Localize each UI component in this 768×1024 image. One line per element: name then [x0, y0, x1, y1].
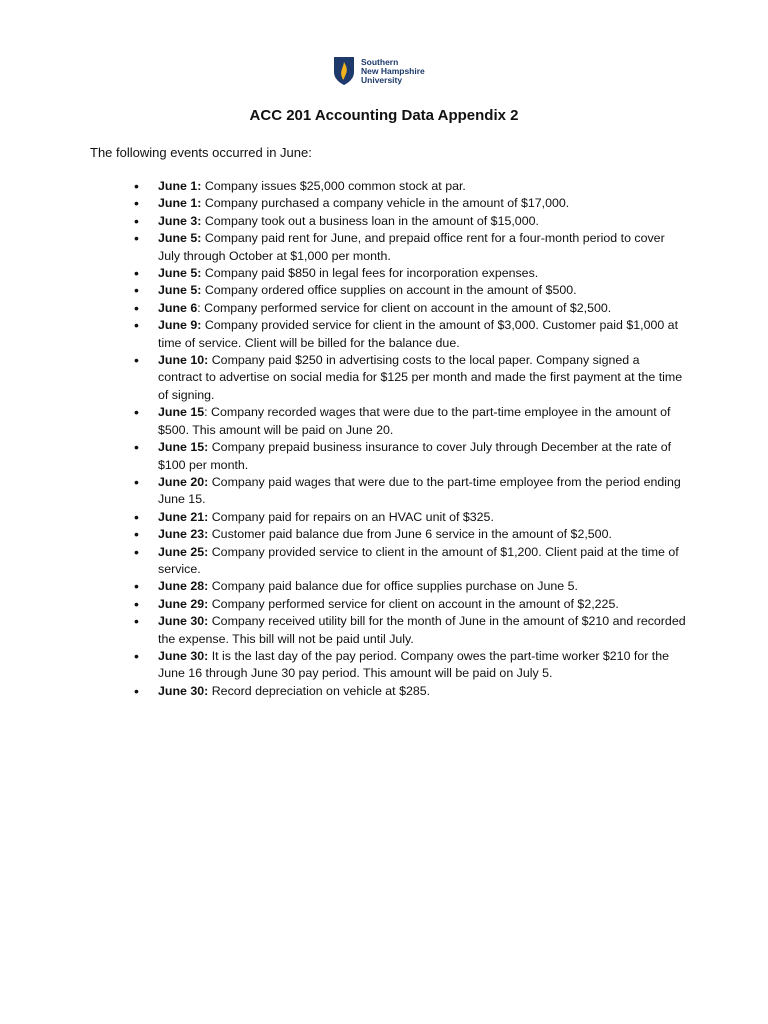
list-item: [134, 265, 686, 282]
logo-wordmark: [361, 58, 425, 85]
event-date: June 9:: [158, 318, 202, 333]
bullet: •: [134, 578, 139, 595]
list-item: [134, 595, 686, 613]
list-item: [134, 508, 686, 526]
event-date: June 5:: [158, 231, 202, 246]
event-text: Record depreciation on vehicle at $285.: [208, 683, 431, 698]
list-item: [134, 578, 686, 595]
bullet: •: [134, 595, 139, 612]
bullet: •: [134, 352, 139, 369]
bullet: •: [134, 508, 139, 525]
bullet: •: [134, 439, 139, 456]
bullet: •: [134, 647, 139, 664]
list-item: [134, 352, 686, 404]
list-item: [134, 230, 686, 265]
event-date: June 20:: [158, 474, 209, 489]
bullet: •: [134, 613, 139, 630]
list-item: [134, 682, 686, 700]
event-date: June 10:: [158, 353, 209, 368]
event-date: June 28:: [158, 579, 209, 594]
event-text: : Company recorded wages that were due to the part-time employee in the amount of $500. This amount will be paid on June 20.: [158, 405, 671, 437]
bullet: •: [134, 178, 139, 194]
list-item: [134, 543, 686, 579]
list-item: [134, 526, 686, 543]
list-item: [134, 299, 686, 317]
event-text: Company performed service for client on account in the amount of $2,225.: [208, 596, 619, 611]
list-item: [134, 404, 686, 439]
event-date: June 5:: [158, 266, 202, 281]
event-text: Company paid wages that were due to the part-time employee from the period ending June 15.: [158, 474, 681, 507]
event-date: June 25:: [158, 544, 209, 559]
event-text: Company issues $25,000 common stock at par.: [201, 179, 466, 193]
event-text: It is the last day of the pay period. Company owes the part-time worker $210 for the June 16 through June 30 pay period. This amount will be paid on July 5.: [158, 648, 670, 681]
list-item: [134, 178, 686, 195]
bullet: •: [134, 317, 139, 334]
event-date: June 1:: [158, 179, 202, 193]
bullet: •: [134, 526, 139, 543]
event-date: June 23:: [158, 527, 209, 542]
event-text: Company paid rent for June, and prepaid office rent for a four-month period to cover July through October at $1,000 per month.: [158, 231, 665, 263]
bullet: •: [134, 195, 139, 212]
event-date: June 5:: [158, 283, 202, 298]
intro-text: The following events occurred in June:: [90, 145, 312, 160]
event-text: Company paid $850 in legal fees for incorporation expenses.: [201, 266, 539, 281]
event-text: Company paid $250 in advertising costs to the local paper. Company signed a contract to advertise on social media for $125 per month and made the first payment at the time of signing.: [158, 353, 683, 402]
event-date: June 21:: [158, 509, 209, 524]
list-item: [134, 647, 686, 683]
logo-line-2: New Hampshire: [361, 65, 425, 76]
event-date: June 1:: [158, 196, 202, 211]
event-date: June 15: [158, 405, 205, 420]
event-text: Company provided service to client in the amount of $1,200. Client paid at the time of service.: [158, 544, 679, 576]
event-text: : Company performed service for client on account in the amount of $2,500.: [197, 300, 612, 315]
event-date: June 29:: [158, 596, 209, 611]
event-text: Company ordered office supplies on account in the amount of $500.: [201, 283, 577, 298]
event-date: June 30:: [158, 614, 209, 629]
list-item: [134, 212, 686, 230]
event-text: Company provided service for client in the amount of $3,000. Customer paid $1,000 at time of service. Client will be billed for the balance due.: [158, 318, 679, 350]
event-text: Company paid balance due for office supplies purchase on June 5.: [208, 579, 578, 594]
bullet: •: [134, 282, 139, 299]
event-date: June 30:: [158, 648, 209, 663]
list-item: [134, 473, 686, 509]
event-text: Company received utility bill for the month of June in the amount of $210 and recorded the expense. This bill will not be paid until July.: [158, 614, 686, 646]
bullet: •: [134, 473, 139, 490]
logo-line-1: Southern: [361, 56, 399, 67]
list-item: [134, 282, 686, 299]
list-item: [134, 439, 686, 474]
page-title: ACC 201 Accounting Data Appendix 2: [249, 107, 519, 124]
event-date: June 30:: [158, 683, 209, 698]
event-date: June 15:: [158, 440, 209, 455]
list-item: [134, 317, 686, 352]
event-date: June 3:: [158, 213, 202, 228]
bullet: •: [134, 543, 139, 560]
bullet: •: [134, 230, 139, 247]
event-text: Company purchased a company vehicle in the amount of $17,000.: [201, 196, 570, 211]
bullet: •: [134, 212, 139, 229]
bullet: •: [134, 404, 139, 421]
bullet: •: [134, 682, 139, 699]
bullet: •: [134, 265, 139, 282]
list-item: [134, 613, 686, 648]
event-text: Company paid for repairs on an HVAC unit of $325.: [208, 509, 494, 524]
shield-flame-icon: [333, 56, 355, 86]
logo-line-3: University: [361, 74, 403, 85]
event-text: Company took out a business loan in the amount of $15,000.: [201, 213, 539, 228]
events-list: [134, 178, 686, 700]
event-text: Customer paid balance due from June 6 service in the amount of $2,500.: [208, 527, 612, 542]
event-text: Company prepaid business insurance to cover July through December at the rate of $100 per month.: [158, 440, 672, 472]
list-item: [134, 195, 686, 212]
event-date: June 6: [158, 300, 198, 315]
university-logo: [333, 54, 443, 88]
bullet: •: [134, 299, 139, 316]
